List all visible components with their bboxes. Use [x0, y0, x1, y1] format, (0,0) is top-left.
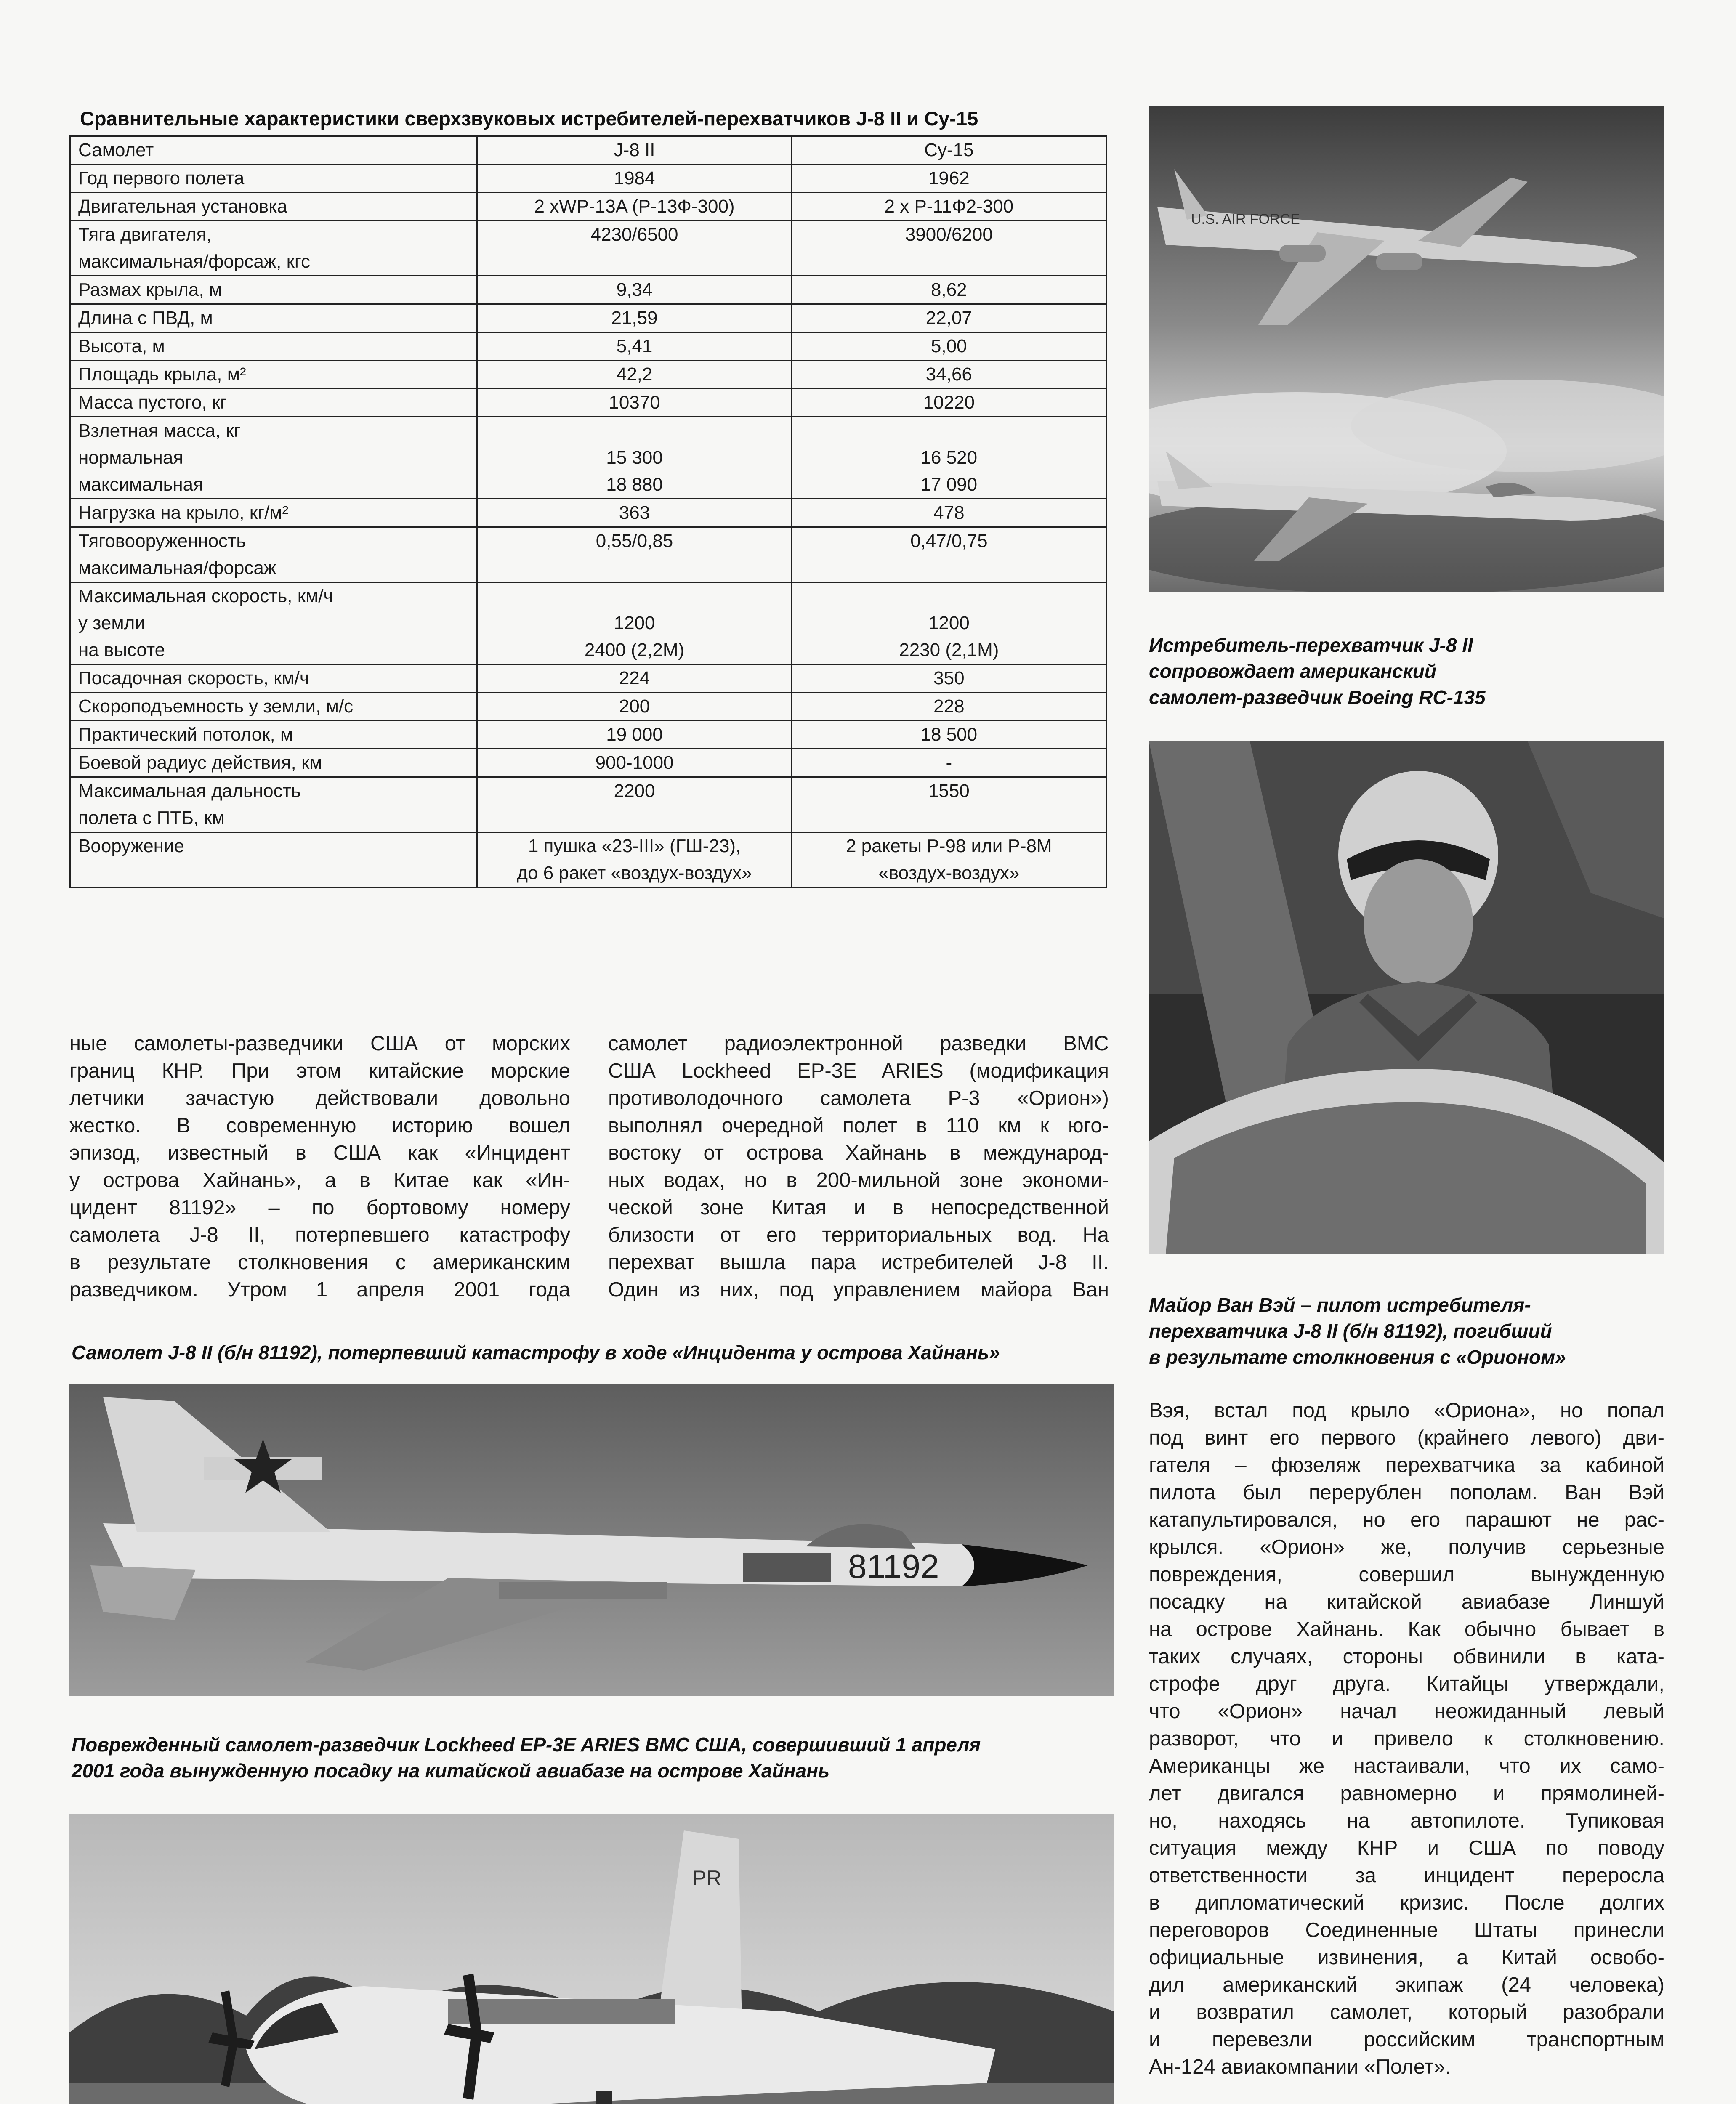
param-label	[70, 527, 477, 582]
value-su15	[792, 193, 1106, 221]
param-label-line: нормальная	[78, 447, 183, 468]
table-row	[70, 332, 1106, 361]
value-line: 0,47/0,75	[910, 531, 988, 551]
value-su15	[792, 389, 1106, 417]
param-label-line: максимальная/форсаж, кгс	[78, 251, 311, 272]
j8-tail-number: 81192	[848, 1548, 939, 1585]
param-label-line: Длина с ПВД, м	[78, 308, 213, 328]
param-label-line: Тяговооруженность	[78, 531, 246, 551]
value-j8	[477, 389, 792, 417]
param-label	[70, 276, 477, 304]
text-line: ответственности за инцидент переросла	[1149, 1864, 1664, 1887]
value-line: 42,2	[616, 364, 653, 385]
text-line: гателя – фюзеляж перехватчика за кабиной	[1149, 1454, 1664, 1477]
value-su15	[792, 749, 1106, 777]
article-text-col1	[69, 1030, 570, 1304]
param-label	[70, 221, 477, 276]
table-row	[70, 582, 1106, 664]
text-line: перехват вышла пара истребителей J-8 II.	[608, 1251, 1109, 1274]
table-row	[70, 361, 1106, 389]
text-line: выполнял очередной полет в 110 км к юго-	[608, 1114, 1109, 1137]
param-label	[70, 417, 477, 499]
text-line: таких случаях, стороны обвинили в ката-	[1149, 1645, 1664, 1668]
param-label	[70, 361, 477, 389]
param-label	[70, 193, 477, 221]
value-j8	[477, 749, 792, 777]
text-line: дил американский экипаж (24 человека)	[1149, 1974, 1664, 1996]
text-line: самолета J-8 II, потерпевшего катастрофу	[69, 1224, 570, 1246]
text-line: у острова Хайнань», а в Китае как «Ин-	[69, 1169, 570, 1192]
value-line: 0,55/0,85	[596, 531, 673, 551]
caption-pilot: Майор Ван Вэй – пилот истребителя- перехватчика J-8 II (б/н 81192), погибший в результате столкновения с «Орионом»	[1149, 1294, 1566, 1368]
text-line: разворот, что и привело к столкновению.	[1149, 1727, 1664, 1750]
text-line: Один из них, под управлением майора Ван	[608, 1278, 1109, 1301]
value-j8	[477, 332, 792, 361]
value-line: 5,00	[931, 336, 967, 356]
table-row	[70, 664, 1106, 693]
param-label	[70, 165, 477, 193]
value-line: «воздух-воздух»	[878, 863, 1020, 883]
text-line: цидент 81192» – по бортовому номеру	[69, 1196, 570, 1219]
value-line: 478	[933, 502, 965, 523]
param-label	[70, 832, 477, 887]
value-su15	[792, 777, 1106, 832]
table-row	[70, 165, 1106, 193]
value-line: 1200	[614, 613, 655, 633]
value-line: 3900/6200	[905, 224, 993, 245]
value-j8	[477, 664, 792, 693]
value-line: 363	[619, 502, 650, 523]
param-label-line: Максимальная скорость, км/ч	[78, 586, 333, 606]
param-label	[70, 499, 477, 527]
caption-rc135: Истребитель-перехватчик J-8 II сопровождает американский самолет-разведчик Boeing RC-135	[1149, 634, 1486, 708]
text-line: ные самолеты-разведчики США от морских	[69, 1032, 570, 1055]
value-line: 1200	[928, 613, 970, 633]
value-j8	[477, 721, 792, 749]
param-label	[70, 749, 477, 777]
value-line: 224	[619, 668, 650, 688]
value-line: 15 300	[606, 447, 663, 468]
value-line: -	[946, 752, 952, 773]
text-line: Ан-124 авиакомпании «Полет».	[1149, 2056, 1451, 2078]
text-line: ческой зоне Китая и в непосредственной	[608, 1196, 1109, 1219]
param-label	[70, 777, 477, 832]
photo-pilot-wang-wei	[1149, 741, 1664, 1254]
table-row	[70, 417, 1106, 499]
text-line: США Lockheed EP-3E ARIES (модификация	[608, 1060, 1109, 1082]
value-line: 1 пушка «23-III» (ГШ-23),	[528, 836, 741, 856]
value-su15	[792, 304, 1106, 332]
value-line: 900-1000	[595, 752, 674, 773]
value-j8	[477, 499, 792, 527]
text-line: посадку на китайской авиабазе Линшуй	[1149, 1591, 1664, 1613]
param-label	[70, 582, 477, 664]
text-line: жестко. В современную историю вошел	[69, 1114, 570, 1137]
value-line: 8,62	[931, 279, 967, 300]
table-row	[70, 389, 1106, 417]
text-line: противолодочного самолета Р-3 «Орион»)	[608, 1087, 1109, 1110]
value-su15	[792, 527, 1106, 582]
value-line: 350	[933, 668, 965, 688]
text-line: что «Орион» начал неожиданный левый	[1149, 1700, 1664, 1723]
table-row	[70, 527, 1106, 582]
param-label-line: Размах крыла, м	[78, 279, 222, 300]
param-label-line: Масса пустого, кг	[78, 392, 227, 413]
param-label-line: на высоте	[78, 640, 165, 660]
table-row	[70, 832, 1106, 887]
text-line: повреждения, совершил вынужденную	[1149, 1563, 1664, 1586]
value-j8	[477, 777, 792, 832]
value-j8	[477, 582, 792, 664]
text-line: летчики зачастую действовали довольно	[69, 1087, 570, 1110]
text-line: на острове Хайнань. Как обычно бывает в	[1149, 1618, 1664, 1641]
param-label	[70, 304, 477, 332]
param-label	[70, 721, 477, 749]
value-line: 34,66	[925, 364, 972, 385]
text-line: самолет радиоэлектронной разведки ВМС	[608, 1032, 1109, 1055]
table-header-row	[70, 136, 1106, 165]
param-label	[70, 664, 477, 693]
value-j8	[477, 527, 792, 582]
value-su15	[792, 361, 1106, 389]
text-line: востоку от острова Хайнань в международ-	[608, 1142, 1109, 1164]
param-label	[70, 389, 477, 417]
text-line: эпизод, известный в США как «Инцидент	[69, 1142, 570, 1164]
value-line: 10370	[609, 392, 660, 413]
table-row	[70, 276, 1106, 304]
value-line: 2 ракеты Р-98 или Р-8М	[845, 836, 1052, 856]
param-label	[70, 693, 477, 721]
param-label-line: Посадочная скорость, км/ч	[78, 668, 309, 688]
value-j8	[477, 417, 792, 499]
value-line: 9,34	[616, 279, 653, 300]
param-label-line: максимальная	[78, 474, 203, 495]
value-su15	[792, 165, 1106, 193]
table-row	[70, 304, 1106, 332]
value-line: 1962	[928, 168, 970, 189]
param-label-line: Вооружение	[78, 836, 185, 856]
text-line: ситуация между КНР и США по поводу	[1149, 1837, 1664, 1860]
article-text-col2	[608, 1030, 1109, 1304]
param-label-line: Взлетная масса, кг	[78, 420, 241, 441]
text-line: но, находясь на автопилоте. Тупиковая	[1149, 1809, 1664, 1832]
text-line: переговоров Соединенные Штаты принесли	[1149, 1919, 1664, 1942]
value-j8	[477, 304, 792, 332]
param-label-line: Максимальная дальность	[78, 781, 301, 801]
value-line: 4230/6500	[590, 224, 678, 245]
value-line: 2 xWP-13A (Р-13Ф-300)	[534, 196, 735, 217]
header-su15: Су-15	[792, 136, 1106, 165]
param-label-line: Площадь крыла, м²	[78, 364, 246, 385]
param-label-line: Высота, м	[78, 336, 165, 356]
text-line: и перевезли российским транспортным	[1149, 2028, 1664, 2051]
table-row	[70, 721, 1106, 749]
value-line: 21,59	[611, 308, 658, 328]
value-su15	[792, 332, 1106, 361]
photo-rc135-escort	[1149, 106, 1664, 592]
value-j8	[477, 361, 792, 389]
article-text-col3	[1149, 1397, 1664, 2081]
param-label	[70, 332, 477, 361]
value-line: 200	[619, 696, 650, 717]
text-line: Вэя, встал под крыло «Ориона», но попал	[1149, 1399, 1664, 1422]
value-line: 2400 (2,2М)	[584, 640, 685, 660]
value-su15	[792, 417, 1106, 499]
text-line: и возвратил самолет, который разобрали	[1149, 2001, 1664, 2024]
text-line: официальные извинения, а Китай освобо-	[1149, 1946, 1664, 1969]
param-label-line: Скороподъемность у земли, м/с	[78, 696, 354, 717]
table-row	[70, 499, 1106, 527]
text-line: пилота был перерублен пополам. Ван Вэй	[1149, 1481, 1664, 1504]
value-j8	[477, 276, 792, 304]
value-line: 1550	[928, 781, 970, 801]
value-line: 1984	[614, 168, 655, 189]
photo-ep3-aries	[69, 1814, 1114, 2104]
value-line: 17 090	[920, 474, 978, 495]
value-line: 5,41	[616, 336, 653, 356]
text-line: ных водах, но в 200-мильной зоне экономи-	[608, 1169, 1109, 1192]
text-line: лет двигался равномерно и прямолиней-	[1149, 1782, 1664, 1805]
spec-table	[69, 135, 1107, 888]
ep3-tail-text: PR	[692, 1866, 722, 1890]
value-su15	[792, 721, 1106, 749]
text-line: катапультировался, но его парашют не рас-	[1149, 1509, 1664, 1531]
table-row	[70, 749, 1106, 777]
value-line: 22,07	[925, 308, 972, 328]
value-su15	[792, 582, 1106, 664]
header-j8: J-8 II	[477, 136, 792, 165]
param-label-line: Нагрузка на крыло, кг/м²	[78, 502, 289, 523]
param-label-line: максимальная/форсаж	[78, 558, 276, 578]
value-su15	[792, 221, 1106, 276]
param-label-line: Практический потолок, м	[78, 724, 293, 745]
text-line: в результате столкновения с американским	[69, 1251, 570, 1274]
param-label-line: Тяга двигателя,	[78, 224, 212, 245]
value-line: до 6 ракет «воздух-воздух»	[517, 863, 752, 883]
value-line: 2200	[614, 781, 655, 801]
value-su15	[792, 276, 1106, 304]
value-line: 228	[933, 696, 965, 717]
text-line: в дипломатический кризис. После долгих	[1149, 1891, 1664, 1914]
caption-j8: Самолет J-8 II (б/н 81192), потерпевший катастрофу в ходе «Инцидента у острова Хайнань»	[72, 1342, 1000, 1363]
value-j8	[477, 221, 792, 276]
value-su15	[792, 664, 1106, 693]
text-line: под винт его первого (крайнего левого) дви-	[1149, 1427, 1664, 1449]
table-title: Сравнительные характеристики сверхзвуковых истребителей-перехватчиков J-8 II и Су-15	[80, 107, 978, 130]
table-row	[70, 777, 1106, 832]
value-su15	[792, 499, 1106, 527]
text-line: разведчиком. Утром 1 апреля 2001 года	[69, 1278, 570, 1301]
param-label-line: у земли	[78, 613, 145, 633]
text-line: крылся. «Орион» же, получив серьезные	[1149, 1536, 1664, 1559]
text-line: Американцы же настаивали, что их само-	[1149, 1755, 1664, 1777]
value-j8	[477, 693, 792, 721]
caption-ep3: Поврежденный самолет-разведчик Lockheed EP-3E ARIES ВМС США, совершивший 1 апреля 2001 года вынужденную посадку на китайской авиабазе на острове Хайнань	[72, 1734, 981, 1782]
value-line: 18 880	[606, 474, 663, 495]
photo-j8-81192	[69, 1384, 1114, 1696]
value-j8	[477, 832, 792, 887]
text-line: границ КНР. При этом китайские морские	[69, 1060, 570, 1082]
value-line: 19 000	[606, 724, 663, 745]
value-su15	[792, 832, 1106, 887]
value-line: 2230 (2,1М)	[899, 640, 999, 660]
table-row	[70, 221, 1106, 276]
value-su15	[792, 693, 1106, 721]
value-line: 10220	[923, 392, 975, 413]
value-line: 16 520	[920, 447, 978, 468]
value-line: 2 х Р-11Ф2-300	[884, 196, 1014, 217]
param-label-line: полета с ПТБ, км	[78, 808, 225, 828]
value-line: 18 500	[920, 724, 978, 745]
text-line: близости от его территориальных вод. На	[608, 1224, 1109, 1246]
table-row	[70, 693, 1106, 721]
header-aircraft: Самолет	[70, 136, 477, 165]
param-label-line: Год первого полета	[78, 168, 245, 189]
rc135-marking: U.S. AIR FORCE	[1191, 211, 1300, 227]
value-j8	[477, 165, 792, 193]
param-label-line: Боевой радиус действия, км	[78, 752, 322, 773]
text-line: строфе друг друга. Китайцы утверждали,	[1149, 1673, 1664, 1695]
value-j8	[477, 193, 792, 221]
param-label-line: Двигательная установка	[78, 196, 287, 217]
table-row	[70, 193, 1106, 221]
